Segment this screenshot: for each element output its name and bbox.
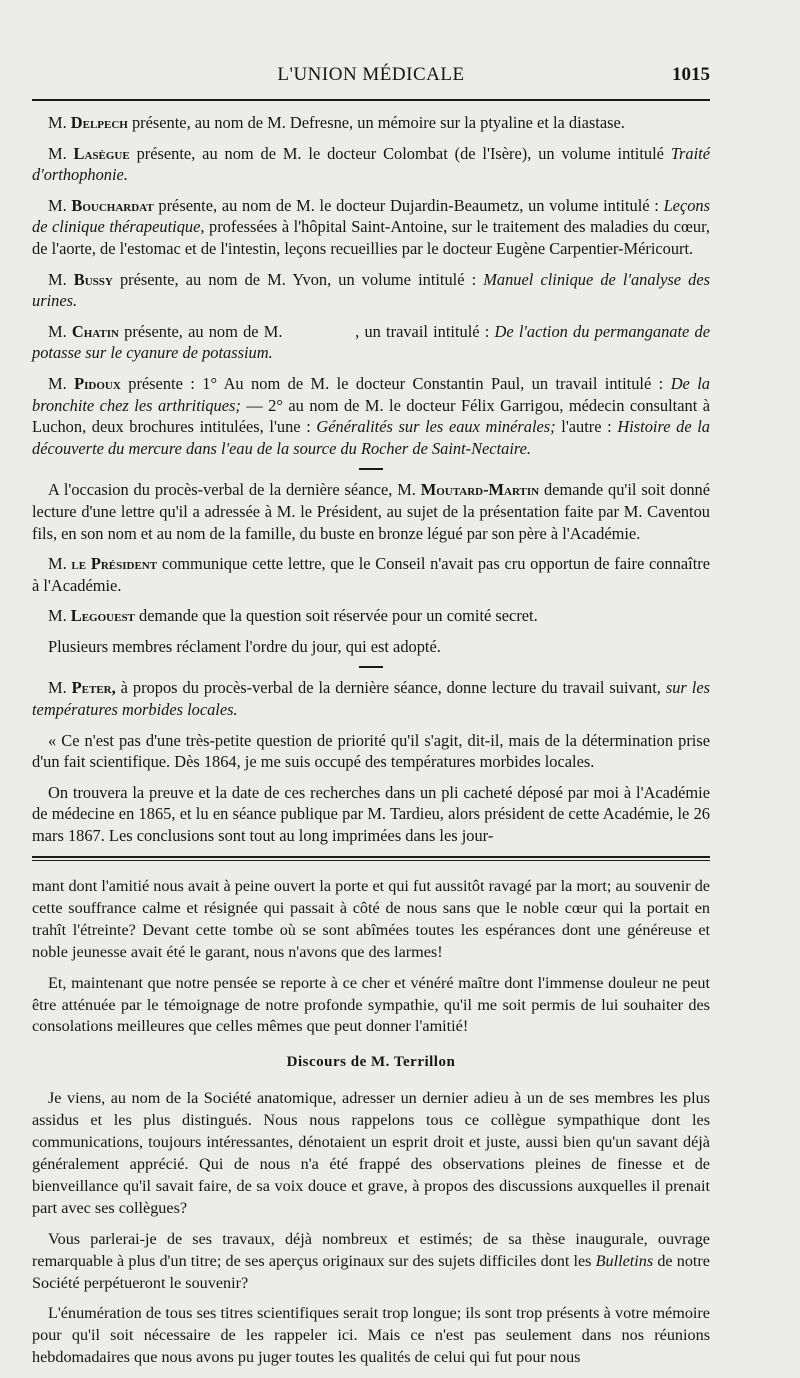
paragraph-tribute: mant dont l'amitié nous avait à peine ouvert la porte et qui fut aussitôt ravagé par la mort; au souvenir de cette souffrance calme et résignée qui passait à côté de nous sans que le noble cœur qui la portait en trahît l'étreinte? Devant cette tombe où se sont abîmées toutes les espérances dont une généreuse et noble jeunesse avait été le garant, nous n'avons que des larmes! [32,877,710,961]
bulletins-title: Bulletins [595,1251,654,1270]
section-separator [359,468,383,470]
paragraph-ordre-du-jour: Plusieurs membres réclament l'ordre du jour, qui est adopté. [48,636,441,656]
upper-column [32,112,710,856]
column-break-rule [32,856,710,858]
lower-column [32,876,710,1378]
column-break-rule-thin [32,860,710,861]
book-title: Manuel clinique de l'analyse des urines. [32,269,710,311]
paragraph-adieu: Je viens, au nom de la Société anatomique, adresser un dernier adieu à un de ses membres les plus assidus et les plus distingués. Nous nous rappelons tous ce collègue sympathique dont les communications, toujours intéressantes, dénotaient un esprit droit et juste, aussi bien qu'un savant déjà généralement apprécié. Qui de nous n'a été frappé des observations pleines de finesse et de bienveillance qu'il savait faire, de sa voix douce et grave, à propos des discussions auxquelles il prenait part avec ses collègues? [32,1089,710,1217]
section-separator [359,666,383,668]
paragraph-delpech: M. Delpech présente, au nom de M. Defresne, un mémoire sur la ptyaline et la diastase. [48,113,625,132]
running-title: L'UNION MÉDICALE [277,64,465,85]
paragraph-president: M. le Président communique cette lettre, que le Conseil n'avait pas cru opportun de faire connaître à l'Académie. [32,554,710,595]
paragraph-consolation: Et, maintenant que notre pensée se reporte à ce cher et vénéré maître dont l'immense douleur ne peut être atténuée par le témoignage de notre profonde sympathie, qu'il me soit permis de lui souhaiter des consolations meilleures que celles mêmes que peut donner l'amitié! [32,973,710,1036]
page-header [32,60,710,90]
header-rule [32,99,710,101]
paragraph-preuve: On trouvera la preuve et la date de ces recherches dans un pli cacheté déposé par moi à l'Académie de médecine en 1865, et lu en séance publique par M. Tardieu, alors président de cette Académie, le 26 mars 1867. Les conclusions sont tout au long imprimées dans les jour- [32,782,710,846]
paragraph-chatin: M. Chatin présente, au nom de M. , un travail intitulé : De l'action du permanganate de potasse sur le cyanure de potassium. [32,321,710,363]
book-title: De la bronchite chez les arthritiques; [32,373,710,415]
paragraph-legouest: M. Legouest demande que la question soit réservée pour un comité secret. [48,606,538,626]
paragraph-travaux: Vous parlerai-je de ses travaux, déjà nombreux et estimés; de sa thèse inaugurale, ouvrage remarquable à plus d'un titre; de ses aperçus originaux sur des sujets difficiles dont les Bulletins de notre Société perpétueront le souvenir? [32,1229,710,1292]
speaker-name: Peter, [71,678,116,698]
paragraph-quote: « Ce n'est pas d'une très-petite question de priorité qu'il s'agit, dit-il, mais de la détermination prise d'un fait scientifique. Dès 1864, je me suis occupé des températures morbides locales. [32,730,710,772]
paragraph-enumeration: L'énumération de tous ses titres scientifiques serait trop longue; ils sont trop présents à votre mémoire pour qu'il soit nécessaire de les rappeler ici. Mais ce n'est pas seulement dans nos réunions hebdomadaires que nous avons pu juger toutes les qualités de celui qui fut pour nous [32,1304,710,1367]
book-title: Généralités sur les eaux minérales; [316,417,556,437]
paragraph-peter: M. Peter, à propos du procès-verbal de la dernière séance, donne lecture du travail suivant, sur les températures morbides locales. [32,678,710,720]
speaker-name: Bouchardat [71,195,154,215]
section-title: Discours de M. Terrillon [286,1054,456,1071]
paragraph-bouchardat: M. Bouchardat présente, au nom de M. le docteur Dujardin-Beaumetz, un volume intitulé : Leçons de clinique thérapeutique, professées à l'hôpital Saint-Antoine, sur le traitement des maladies du cœur, de l'aorte, de l'estomac et de l'intestin, leçons recueillies par le docteur Eugène Carpentier-Méricourt. [32,195,710,258]
work-title: sur les températures morbides locales. [32,678,710,720]
speaker-name: Pidoux [74,373,121,393]
paragraph-bussy: M. Bussy présente, au nom de M. Yvon, un volume intitulé : Manuel clinique de l'analyse des urines. [32,269,710,311]
paragraph-moutard-martin: A l'occasion du procès-verbal de la dernière séance, M. Moutard-Martin demande qu'il soit donné lecture d'une lettre qu'il a adressée à M. le Président, au sujet de la présentation faite par M. Caventou fils, en son nom et au nom de la famille, du buste en bronze légué par son père à l'Académie. [32,480,710,543]
speaker-name: Lasègue [73,143,130,163]
speaker-name: Bussy [73,269,113,289]
speaker-name: Moutard-Martin [420,480,540,500]
speaker-name: Chatin [71,321,119,341]
book-title: Leçons de clinique thérapeutique, [32,195,710,237]
paragraph-pidoux: M. Pidoux présente : 1° Au nom de M. le docteur Constantin Paul, un travail intitulé : De la bronchite chez les arthritiques; — 2° au nom de M. le docteur Félix Garrigou, médecin consultant à Luchon, deux brochures intitulées, l'une : Généralités sur les eaux minérales; l'autre : Histoire de la découverte du mercure dans l'eau de la source du Rocher de Saint-Nectaire. [32,373,711,458]
speaker-name: le Président [71,554,158,574]
page-number: 1015 [672,64,710,85]
speaker-name: Delpech [70,113,128,132]
book-title: Traité d'orthophonie. [32,143,710,185]
book-title: Histoire de la découverte du mercure dans l'eau de la source du Rocher de Saint-Nectaire. [32,417,710,458]
book-title: De l'action du permanganate de potasse sur le cyanure de potassium. [32,321,710,363]
paragraph-lasegue: M. Lasègue présente, au nom de M. le docteur Colombat (de l'Isère), un volume intitulé Traité d'orthophonie. [32,143,710,185]
speaker-name: Legouest [70,606,135,626]
